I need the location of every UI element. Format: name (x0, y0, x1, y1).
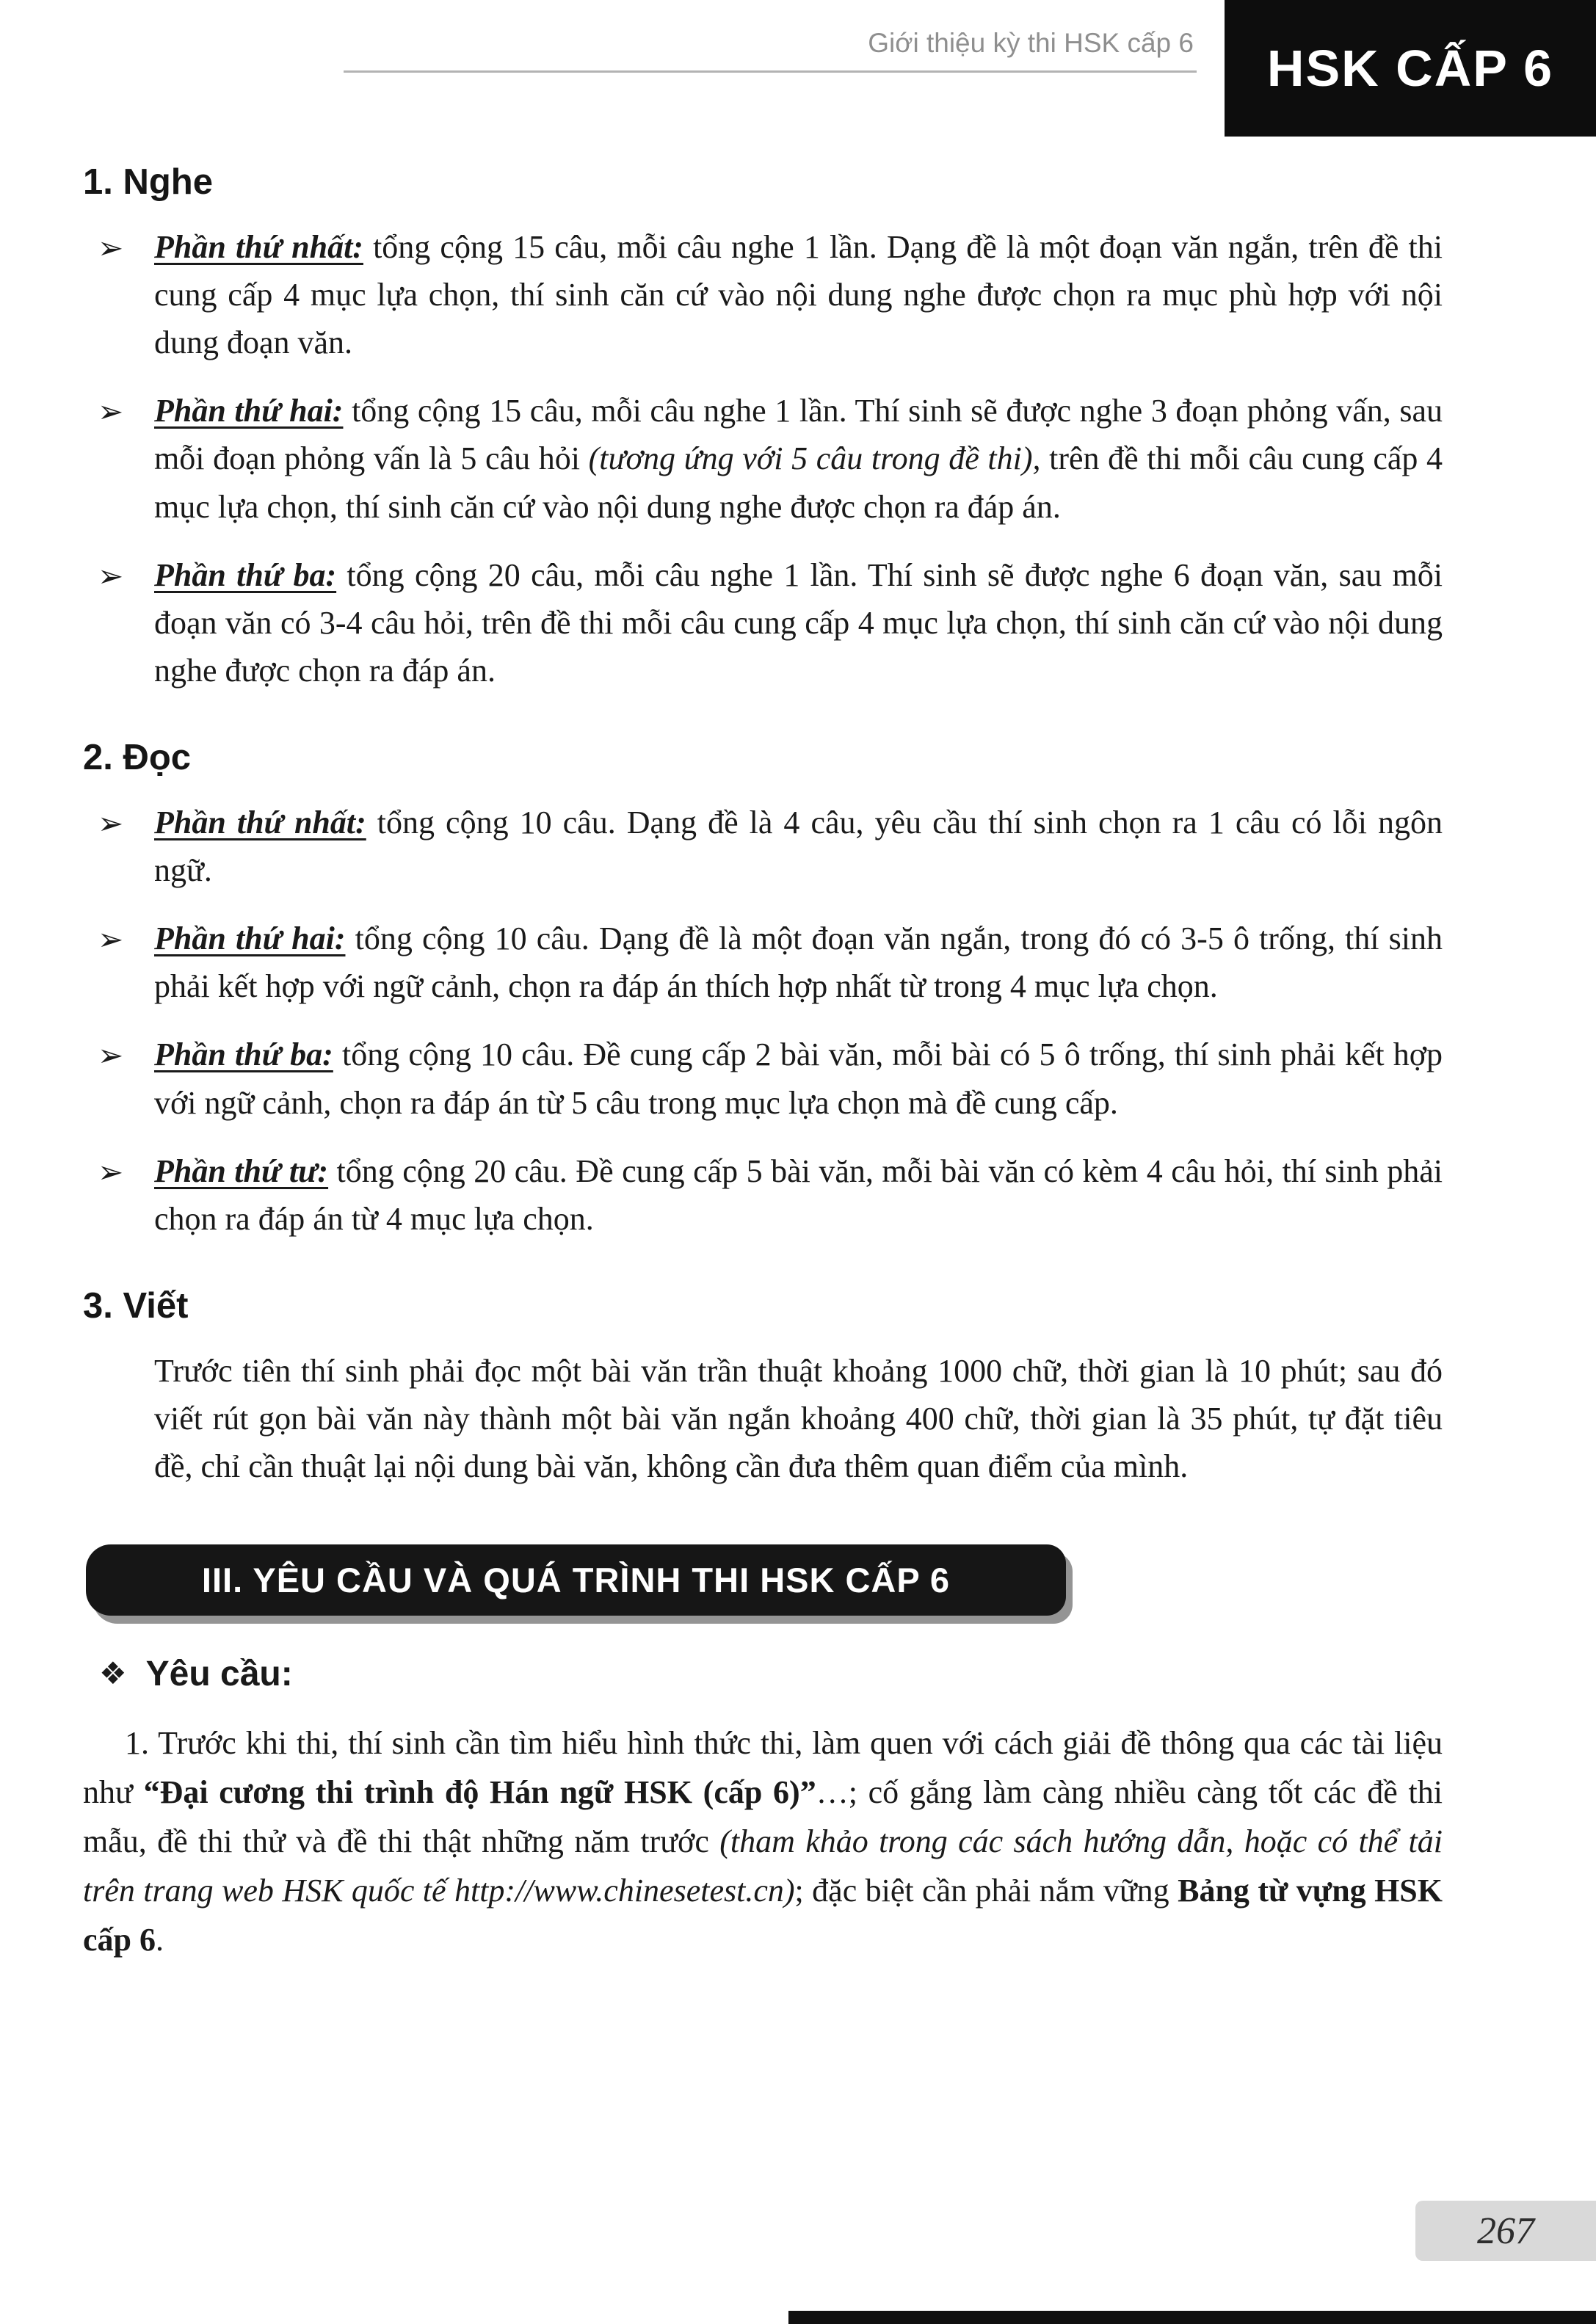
req-text: …; cố gắng làm càng nhiều càng tốt các đề thi mẫu, đề thi thử và đề thi thật những năm trước (83, 1774, 1443, 1859)
arrow-bullet-icon: ➢ (98, 557, 124, 594)
item-label: Phần thứ tư: (154, 1152, 329, 1189)
page-content (83, 161, 1443, 1965)
req-text-bold: Bảng từ vựng HSK cấp 6 (83, 1872, 1443, 1958)
page-number: 267 (1477, 2209, 1534, 2252)
req-text-italic: (tham khảo trong các sách hướng dẫn, hoặc có thể tải trên trang web HSK quốc tế http://www.chinesetest.cn) (83, 1823, 1443, 1909)
chapter-badge-label: HSK CẤP 6 (1266, 40, 1554, 97)
item-body: tổng cộng 20 câu. Đề cung cấp 5 bài văn, mỗi bài văn có kèm 4 câu hỏi, thí sinh phải chọn ra đáp án từ 4 mục lựa chọn. (154, 1152, 1443, 1237)
arrow-bullet-icon: ➢ (98, 230, 124, 266)
arrow-bullet-icon: ➢ (98, 805, 124, 841)
item-label: Phần thứ ba: (154, 1036, 333, 1073)
section-banner-title: III. YÊU CẦU VÀ QUÁ TRÌNH THI HSK CẤP 6 (201, 1561, 951, 1600)
list-item (83, 1031, 1443, 1126)
requirements-heading (99, 1654, 1443, 1694)
item-label: Phần thứ ba: (154, 556, 337, 593)
item-body: tổng cộng 10 câu. Đề cung cấp 2 bài văn, mỗi bài có 5 ô trống, thí sinh phải kết hợp với ngữ cảnh, chọn ra đáp án từ 5 câu trong mục lựa chọn mà đề cung cấp. (154, 1036, 1443, 1121)
item-body: tổng cộng 15 câu, mỗi câu nghe 1 lần. Thí sinh sẽ được nghe 3 đoạn phỏng vấn, sau mỗi đoạn phỏng vấn là 5 câu hỏi (154, 393, 1443, 477)
list-item (83, 799, 1443, 894)
arrow-bullet-icon: ➢ (98, 1153, 124, 1190)
section-heading-writing: 3. Viết (83, 1285, 189, 1326)
item-label: Phần thứ hai: (154, 920, 346, 957)
item-body-italic: (tương ứng với 5 câu trong đề thi), (588, 440, 1041, 477)
item-body: tổng cộng 20 câu, mỗi câu nghe 1 lần. Thí sinh sẽ được nghe 6 đoạn văn, sau mỗi đoạn văn có 3-4 câu hỏi, trên đề thi mỗi câu cung cấp 4 mục lựa chọn, thí sinh căn cứ vào nội dung nghe được chọn ra đáp án. (154, 556, 1443, 689)
arrow-bullet-icon: ➢ (98, 921, 124, 958)
item-body: tổng cộng 15 câu, mỗi câu nghe 1 lần. Dạng đề là một đoạn văn ngắn, trên đề thi cung cấp 4 mục lựa chọn, thí sinh căn cứ vào nội dung nghe được chọn ra mục phù hợp với nội dung đoạn văn. (154, 229, 1443, 361)
section-banner (86, 1544, 1066, 1616)
item-label: Phần thứ hai: (154, 393, 344, 429)
section-heading-reading: 2. Đọc (83, 737, 192, 777)
writing-paragraph: Trước tiên thí sinh phải đọc một bài văn trần thuật khoảng 1000 chữ, thời gian là 10 phút; sau đó viết rút gọn bài văn này thành một bài văn ngắn khoảng 400 chữ, thời gian là 35 phút, tự đặt tiêu đề, chỉ cần thuật lại nội dung bài văn, không cần đưa thêm quan điểm của mình. (154, 1352, 1443, 1485)
diamond-bullet-icon: ❖ (99, 1655, 127, 1692)
arrow-bullet-icon: ➢ (98, 1037, 124, 1074)
list-item (83, 915, 1443, 1010)
item-body: tổng cộng 10 câu. Dạng đề là 4 câu, yêu cầu thí sinh chọn ra 1 câu có lỗi ngôn ngữ. (154, 804, 1443, 889)
section-heading-listening: 1. Nghe (83, 162, 213, 202)
list-item (83, 223, 1443, 366)
list-item (83, 1147, 1443, 1243)
page-number-tab (1415, 2201, 1596, 2261)
page-edge-bar (788, 2311, 1596, 2324)
requirements-heading-label: Yêu cầu: (145, 1655, 293, 1694)
list-item (83, 387, 1443, 530)
req-text: . (156, 1921, 164, 1958)
req-text: ; đặc biệt cần phải nắm vững (794, 1872, 1178, 1909)
item-body: trên đề thi mỗi câu cung cấp 4 mục lựa chọn, thí sinh căn cứ vào nội dung nghe được chọn ra đáp án. (154, 440, 1443, 525)
req-text: 1. Trước khi thi, thí sinh cần tìm hiểu hình thức thi, làm quen với cách giải đề thông qua các tài liệu như (83, 1725, 1443, 1811)
requirements-paragraph (83, 1719, 1443, 1964)
item-label: Phần thứ nhất: (154, 804, 366, 840)
arrow-bullet-icon: ➢ (98, 393, 124, 430)
header-rule (344, 70, 1197, 73)
req-text-bold: “Đại cương thi trình độ Hán ngữ HSK (cấp 6)” (143, 1774, 816, 1811)
chapter-badge (1225, 0, 1596, 137)
running-header-title: Giới thiệu kỳ thi HSK cấp 6 (868, 28, 1194, 58)
item-label: Phần thứ nhất: (154, 229, 363, 265)
list-item (83, 551, 1443, 694)
item-body: tổng cộng 10 câu. Dạng đề là một đoạn văn ngắn, trong đó có 3-5 ô trống, thí sinh phải kết hợp với ngữ cảnh, chọn ra đáp án thích hợp nhất từ trong 4 mục lựa chọn. (154, 920, 1443, 1005)
